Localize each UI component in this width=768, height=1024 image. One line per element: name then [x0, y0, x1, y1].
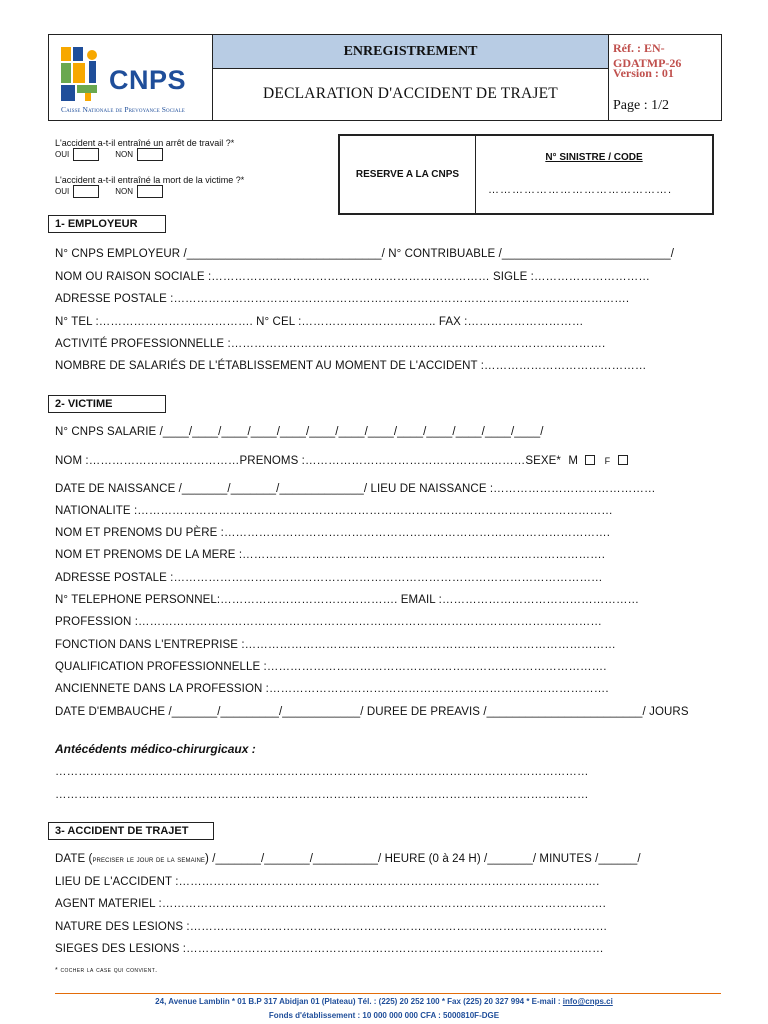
- form-title: DECLARATION D'ACCIDENT DE TRAJET: [263, 85, 558, 102]
- victim-death-options: [55, 185, 179, 198]
- employeur-line[interactable]: N° TEL :…………………………………. N° CEL :…………………………….. FAX :…………………………: [55, 316, 584, 328]
- victime-line[interactable]: ADRESSE POSTALE :…………………………………………………………………………………………………: [55, 572, 603, 584]
- non-label: NON: [115, 187, 134, 196]
- title-cell: [213, 35, 609, 120]
- accident-line[interactable]: AGENT MATERIEL :…………………………………………………………………………………………………….: [55, 898, 606, 910]
- section-employeur: 1- EMPLOYEUR: [48, 215, 166, 233]
- section-victime: 2- VICTIME: [48, 395, 166, 413]
- oui-checkbox[interactable]: [73, 148, 99, 161]
- oui-label: OUI: [55, 187, 70, 196]
- work-stoppage-options: [55, 148, 179, 161]
- victime-line[interactable]: PROFESSION :…………………………………………………………………………………………………………: [55, 616, 602, 628]
- victime-cnps-line[interactable]: N° CNPS SALARIE /____/____/____/____/____/____/____/____/____/____/____/____/____/: [55, 426, 544, 438]
- org-full-name: Caisse Nationale de Prevoyance Sociale: [61, 105, 185, 114]
- footer-divider: [55, 993, 721, 994]
- victime-line[interactable]: NOM ET PRENOMS DU PÈRE :……………………………………………………………………………………….: [55, 527, 611, 539]
- footer-address-text: 24, Avenue Lamblin * 01 B.P 317 Abidjan 01 (Plateau) Tél. : (225) 20 252 100 * Fax (225) 20 327 994 * E-mail :: [155, 997, 563, 1006]
- reserve-box: [338, 134, 714, 215]
- footer-capital: Fonds d'établissement : 10 000 000 000 CFA : 5000810F-DGE: [268, 1011, 500, 1020]
- victime-name-line: [55, 455, 628, 467]
- date-prefix: DATE (: [55, 853, 93, 865]
- org-name: CNPS: [109, 65, 187, 95]
- victime-line[interactable]: DATE D'EMBAUCHE /_______/_________/____________/ DUREE DE PREAVIS /________________________/ JOURS: [55, 706, 689, 718]
- non-label: NON: [115, 150, 134, 159]
- page-number: Page : 1/2: [613, 98, 669, 113]
- accident-line[interactable]: SIEGES DES LESIONS :………………………………………………………………………………………………: [55, 943, 604, 955]
- checkbox-note: * cocher la case qui convient.: [55, 967, 158, 974]
- sexe-m-label: M: [568, 455, 578, 467]
- logo-cell: [49, 35, 213, 120]
- victime-line[interactable]: DATE DE NAISSANCE /_______/_______/_____________/ LIEU DE NAISSANCE :……………………………………: [55, 483, 656, 495]
- sexe-f-label: F: [604, 456, 611, 466]
- question-victim-death: L'accident a-t-il entraîné la mort de la victime ?*: [55, 175, 245, 185]
- victime-line[interactable]: NOM ET PRENOMS DE LA MERE :………………………………………………………………………………….: [55, 549, 606, 561]
- victime-line[interactable]: N° TELEPHONE PERSONNEL:………………………………………. EMAIL :……………………………………………: [55, 594, 640, 606]
- employeur-line[interactable]: ADRESSE POSTALE :……………………………………………………………………………………………………….: [55, 293, 630, 305]
- employeur-line[interactable]: N° CNPS EMPLOYEUR /______________________________/ N° CONTRIBUABLE /__________________________/: [55, 248, 675, 260]
- antecedents-label: Antécédents médico-chirurgicaux :: [55, 742, 256, 756]
- sexe-m-checkbox[interactable]: [585, 455, 595, 465]
- version-label: Version : 01: [613, 66, 674, 80]
- date-fields[interactable]: ) /_______/_______/__________/ HEURE (0 à 24 H) /_______/ MINUTES /______/: [204, 853, 641, 865]
- footer-address: [0, 997, 768, 1006]
- cnps-logo-icon: [59, 45, 103, 103]
- question-work-stoppage: L'accident a-t-il entraîné un arrêt de travail ?*: [55, 138, 235, 148]
- document-header: [48, 34, 722, 121]
- reference-code: Réf. : EN-GDATMP-26: [613, 41, 682, 70]
- sinistre-label: N° SINISTRE / CODE: [545, 152, 643, 163]
- victime-line[interactable]: FONCTION DANS L'ENTREPRISE :……………………………………………………………………………………: [55, 639, 616, 651]
- employeur-line[interactable]: ACTIVITÉ PROFESSIONNELLE :…………………………………………………………………………………….: [55, 338, 606, 350]
- victime-line[interactable]: NATIONALITE :……………………………………………………………………………………………………………: [55, 505, 613, 517]
- employeur-line[interactable]: NOMBRE DE SALARIÉS DE L'ÉTABLISSEMENT AU MOMENT DE L'ACCIDENT :……………………………………: [55, 360, 647, 372]
- date-hint: preciser le jour de la semaine: [92, 854, 205, 864]
- section-accident: 3- ACCIDENT DE TRAJET: [48, 822, 214, 840]
- sexe-f-checkbox[interactable]: [618, 455, 628, 465]
- victime-line[interactable]: QUALIFICATION PROFESSIONNELLE :…………………………………………………………………………….: [55, 661, 607, 673]
- victime-line[interactable]: ANCIENNETE DANS LA PROFESSION :…………………………………………………………………………….: [55, 683, 609, 695]
- non-checkbox[interactable]: [137, 148, 163, 161]
- sinistre-field[interactable]: ……………………………………….: [488, 184, 673, 196]
- oui-label: OUI: [55, 150, 70, 159]
- reference-cell: [609, 35, 721, 120]
- form-category: ENREGISTREMENT: [213, 35, 608, 69]
- reserve-label: RESERVE A LA CNPS: [340, 136, 476, 213]
- accident-line[interactable]: NATURE DES LESIONS :………………………………………………………………………………………………: [55, 921, 608, 933]
- accident-line[interactable]: LIEU DE L'ACCIDENT :……………………………………………………………………………………………….: [55, 876, 600, 888]
- antecedents-field[interactable]: …………………………………………………………………………………………………………………………: [55, 789, 589, 801]
- employeur-line[interactable]: NOM OU RAISON SOCIALE :……………………………………………………………… SIGLE :…………………………: [55, 271, 650, 283]
- oui-checkbox[interactable]: [73, 185, 99, 198]
- victime-name-field[interactable]: NOM :…………………………………PRENOMS :…………………………………………………SEXE*: [55, 455, 562, 467]
- non-checkbox[interactable]: [137, 185, 163, 198]
- accident-date-line[interactable]: [55, 853, 641, 865]
- antecedents-field[interactable]: …………………………………………………………………………………………………………………………: [55, 766, 589, 778]
- footer-email-link[interactable]: info@cnps.ci: [562, 997, 613, 1006]
